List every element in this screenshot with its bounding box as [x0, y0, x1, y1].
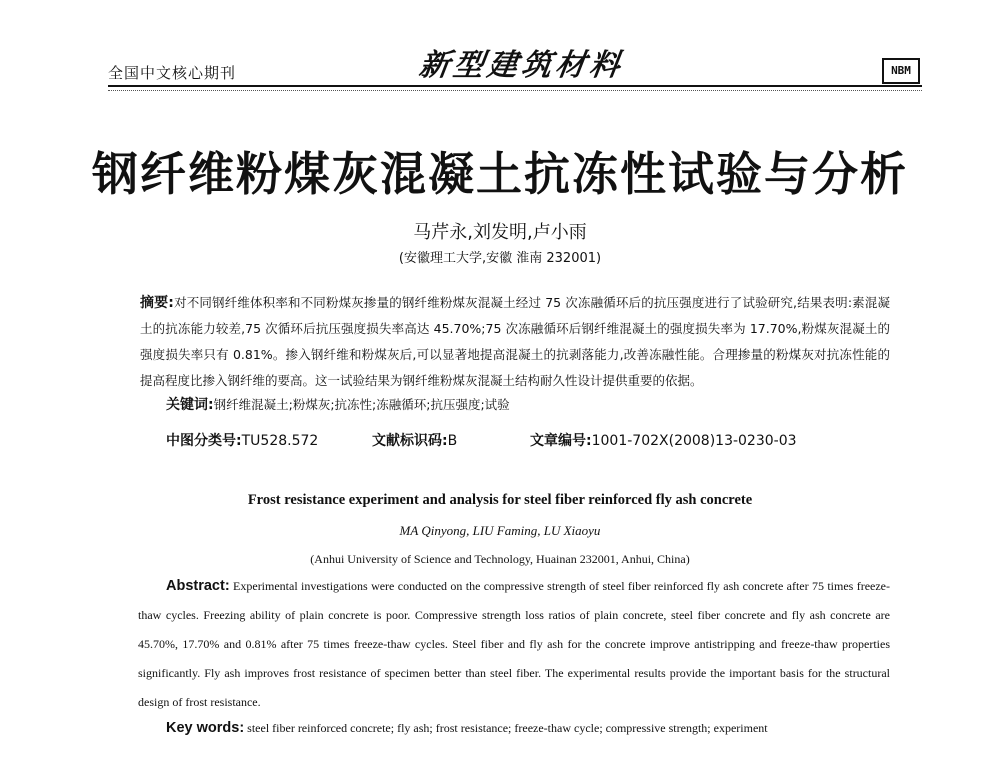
keywords-en-label: Key words:	[166, 720, 245, 736]
journal-label: 全国中文核心期刊	[108, 64, 237, 82]
journal-logo: NBM	[882, 58, 920, 84]
keywords-en-text: steel fiber reinforced concrete; fly ash; frost resistance; freeze-thaw cycle; compressive strength; experiment	[247, 721, 768, 735]
journal-brand-title: 新型建筑材料	[417, 48, 626, 83]
abstract-en	[138, 572, 890, 717]
article-number-value: 1001-702X(2008)13-0230-03	[591, 433, 797, 449]
paper-title-cn: 钢纤维粉煤灰混凝土抗冻性试验与分析	[92, 147, 908, 201]
keywords-cn	[166, 394, 510, 414]
classification-number	[166, 430, 318, 450]
abstract-cn-label: 摘要:	[140, 295, 174, 311]
abstract-cn-text: 对不同钢纤维体积率和不同粉煤灰掺量的钢纤维粉煤灰混凝土经过 75 次冻融循环后的抗压强度进行了试验研究,结果表明:素混凝土的抗冻能力较差,75 次循环后抗压强度损失率高达 45.70%;75 次冻融循环后钢纤维混凝土的强度损失率为 17.70%,粉煤灰混凝土的强度损失率只有 0.81%。掺入钢纤维和粉煤灰后,可以显著地提高混凝土的抗剥落能力,改善冻融性能。合理掺量的粉煤灰对抗冻性能的提高程度比掺入钢纤维的要高。这一试验结果为钢纤维粉煤灰混凝土结构耐久性设计提供重要的依据。	[140, 295, 890, 388]
document-code-value: B	[447, 433, 458, 449]
abstract-en-text: Experimental investigations were conducted on the compressive strength of steel fiber reinforced fly ash concrete after 75 times freeze-thaw cycles. Freezing ability of plain concrete is poor. Compressive strength loss ratios of plain concrete, steel fiber concrete and fly ash concrete are 45.70%, 17.70% and 0.81% after 75 times freeze-thaw cycles. Steel fiber and fly ash for the concrete improve antistripping and freeze-thaw properties significantly. Fly ash improves frost resistance of specimen better than steel fiber. The experimental results provide the important basis for the structural design of frost resistance.	[138, 579, 891, 709]
classification-label: 中图分类号:	[166, 433, 242, 449]
header-rule	[108, 85, 922, 87]
document-code-label: 文献标识码:	[372, 433, 448, 449]
keywords-cn-text: 钢纤维混凝土;粉煤灰;抗冻性;冻融循环;抗压强度;试验	[213, 397, 510, 412]
header-rule-dotted	[108, 90, 922, 91]
document-code	[372, 430, 457, 450]
affiliation-cn: (安徽理工大学,安徽 淮南 232001)	[398, 251, 602, 266]
keywords-en	[166, 720, 768, 736]
abstract-cn	[140, 290, 890, 394]
keywords-cn-label: 关键词:	[166, 397, 214, 413]
abstract-en-label: Abstract:	[166, 578, 230, 594]
authors-cn: 马芹永,刘发明,卢小雨	[413, 222, 587, 243]
classification-value: TU528.572	[241, 433, 319, 449]
paper-title-en: Frost resistance experiment and analysis for steel fiber reinforced fly ash concrete	[247, 492, 753, 508]
article-number-label: 文章编号:	[530, 433, 592, 449]
article-number	[530, 430, 797, 450]
authors-en: MA Qinyong, LIU Faming, LU Xiaoyu	[399, 523, 601, 538]
affiliation-en: (Anhui University of Science and Technology, Huainan 232001, Anhui, China)	[310, 552, 690, 566]
